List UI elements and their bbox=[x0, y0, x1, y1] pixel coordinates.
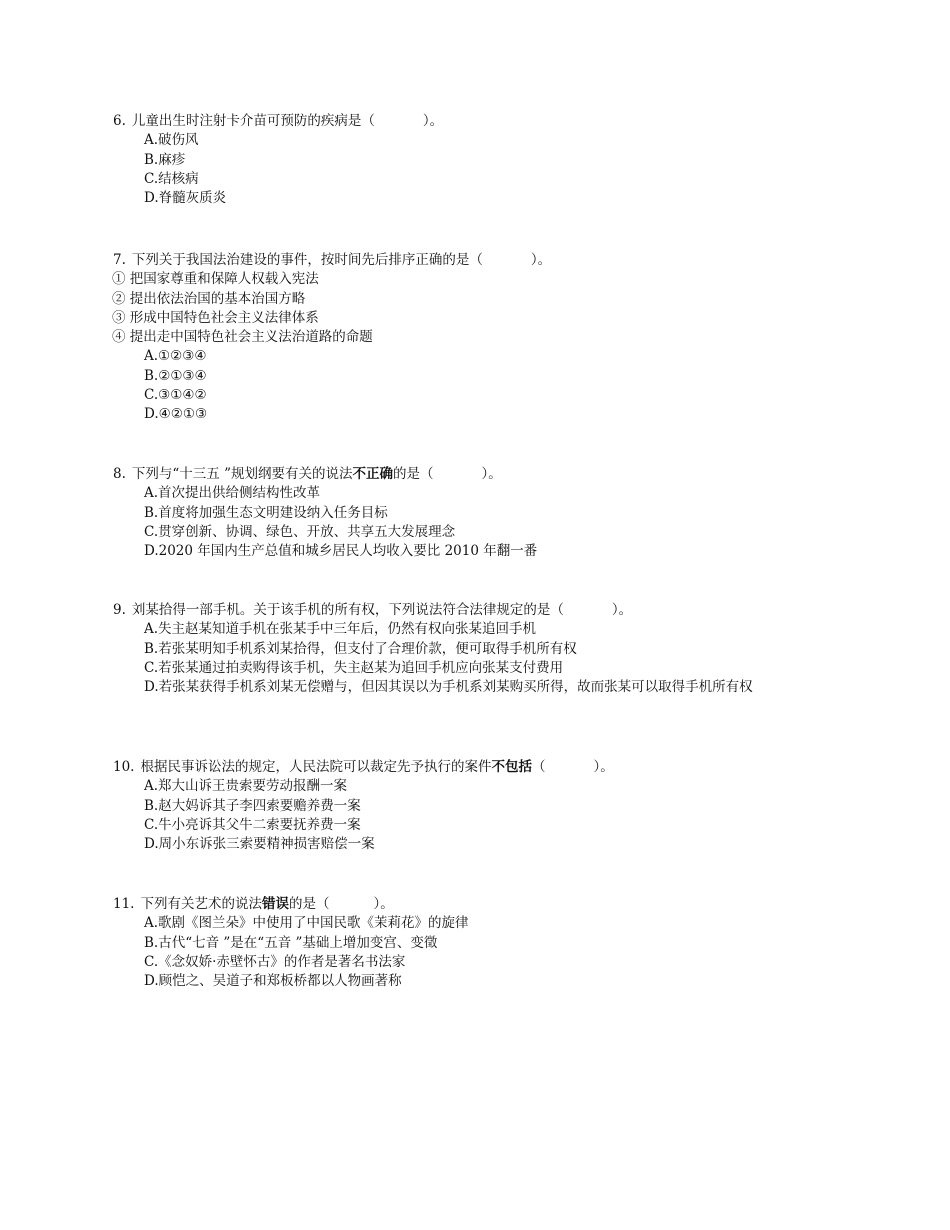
option-a: A.失主赵某知道手机在张某手中三年后，仍然有权向张某追回手机 bbox=[144, 621, 537, 638]
option-b: B.古代“七音 ”是在“五音 ”基础上增加变宫、变徵 bbox=[144, 934, 438, 951]
stem-close: ）。 bbox=[593, 759, 614, 775]
statement-4: ④ 提出走中国特色社会主义法治道路的命题 bbox=[112, 329, 373, 346]
stem-text: 下列与“十三五 ”规划纲要有关的说法 bbox=[131, 466, 353, 482]
question-11 bbox=[113, 895, 843, 991]
stem-emphasis: 不正确 bbox=[352, 466, 393, 482]
option-a: A.歌剧《图兰朵》中使用了中国民歌《茉莉花》的旋律 bbox=[144, 915, 469, 932]
question-number: 6. bbox=[113, 113, 126, 129]
option-d: D.顾恺之、吴道子和郑板桥都以人物画著称 bbox=[144, 973, 402, 990]
stem-text: 儿童出生时注射卡介苗可预防的疾病是（ bbox=[131, 113, 375, 129]
option-c: C.③①④② bbox=[144, 387, 207, 404]
question-stem bbox=[113, 465, 843, 484]
question-7 bbox=[113, 251, 843, 425]
stem-text-cont: （ bbox=[531, 759, 546, 775]
stem-text-cont: 的是（ bbox=[288, 896, 330, 912]
stem-emphasis: 错误 bbox=[261, 896, 289, 912]
stem-close: ）。 bbox=[373, 896, 394, 912]
question-stem bbox=[113, 895, 843, 914]
option-c: C.牛小亮诉其父牛二索要抚养费一案 bbox=[144, 816, 361, 833]
option-d: D.周小东诉张三索要精神损害赔偿一案 bbox=[144, 836, 375, 853]
stem-close: ）。 bbox=[611, 602, 633, 618]
option-d: D.若张某获得手机系刘某无偿赠与，但因其误以为手机系刘某购买所得，故而张某可以取得手机所有权 bbox=[144, 679, 753, 696]
question-stem bbox=[113, 112, 843, 131]
question-stem bbox=[113, 601, 843, 620]
stem-emphasis: 不包括 bbox=[491, 759, 532, 775]
option-a: A.①②③④ bbox=[144, 348, 207, 365]
statement-3: ③ 形成中国特色社会主义法律体系 bbox=[112, 309, 319, 326]
option-d: D.脊髓灰质炎 bbox=[144, 190, 227, 207]
statement-1: ① 把国家尊重和保障人权载入宪法 bbox=[112, 271, 319, 288]
option-b: B.麻疹 bbox=[144, 151, 186, 168]
option-c: C.若张某通过拍卖购得该手机，失主赵某为追回手机应向张某支付费用 bbox=[144, 659, 564, 676]
option-b: B.②①③④ bbox=[144, 367, 207, 384]
option-d: D.④②①③ bbox=[144, 406, 208, 423]
stem-text-cont: 的是（ bbox=[393, 466, 434, 482]
option-c: C.《念奴娇·赤壁怀古》的作者是著名书法家 bbox=[144, 953, 406, 970]
option-b: B.赵大妈诉其子李四索要赡养费一案 bbox=[144, 797, 361, 814]
option-a: A.首次提出供给侧结构性改革 bbox=[144, 485, 321, 502]
question-number: 7. bbox=[113, 252, 126, 268]
option-c: C.贯穿创新、协调、绿色、开放、共享五大发展理念 bbox=[144, 523, 456, 540]
option-c: C.结核病 bbox=[144, 170, 199, 187]
option-a: A.郑大山诉王贵索要劳动报酬一案 bbox=[144, 778, 348, 795]
question-9 bbox=[113, 601, 843, 697]
option-b: B.首度将加强生态文明建设纳入任务目标 bbox=[144, 504, 388, 521]
question-8 bbox=[113, 465, 843, 561]
option-d: D.2020 年国内生产总值和城乡居民人均收入要比 2010 年翻一番 bbox=[144, 543, 538, 560]
question-number: 8. bbox=[113, 466, 126, 482]
statement-2: ② 提出依法治国的基本治国方略 bbox=[112, 290, 306, 307]
stem-close: ）。 bbox=[481, 466, 502, 482]
stem-text: 下列有关艺术的说法 bbox=[140, 896, 262, 912]
stem-text: 下列关于我国法治建设的事件，按时间先后排序正确的是（ bbox=[131, 252, 483, 268]
stem-close: ）。 bbox=[422, 113, 444, 129]
question-stem bbox=[113, 251, 843, 270]
stem-text: 刘某拾得一部手机。关于该手机的所有权，下列说法符合法律规定的是（ bbox=[131, 602, 564, 618]
question-6 bbox=[113, 112, 843, 208]
question-number: 11. bbox=[113, 896, 135, 912]
stem-close: ）。 bbox=[530, 252, 552, 268]
question-number: 10. bbox=[113, 759, 135, 775]
option-a: A.破伤风 bbox=[144, 132, 199, 149]
question-number: 9. bbox=[113, 602, 126, 618]
question-10 bbox=[113, 758, 843, 854]
question-stem bbox=[113, 758, 843, 777]
stem-text: 根据民事诉讼法的规定，人民法院可以裁定先予执行的案件 bbox=[140, 759, 492, 775]
option-b: B.若张某明知手机系刘某拾得，但支付了合理价款，便可取得手机所有权 bbox=[144, 640, 577, 657]
